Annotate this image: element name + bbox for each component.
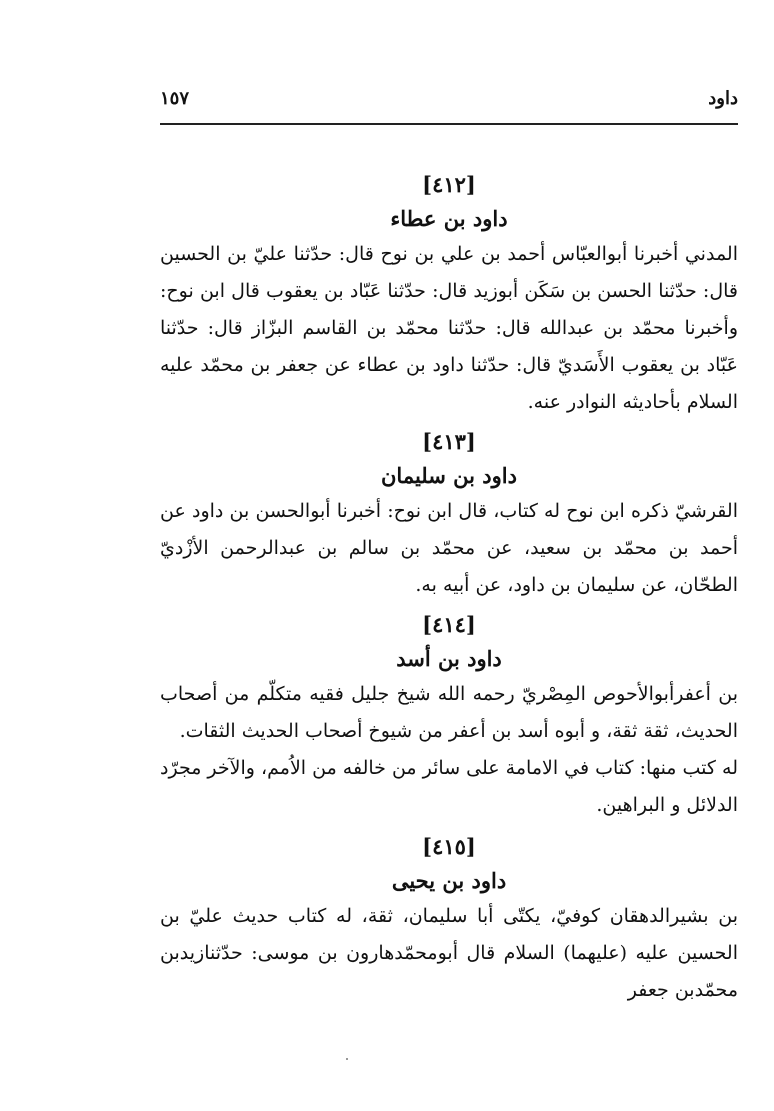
page-content <box>160 168 738 1009</box>
entry-paragraph: المدني أخبرنا أبوالعبّاس أحمد بن علي بن نوح قال: حدّثنا عليّ بن الحسين قال: حدّثنا الحسن بن سَكَن أبوزيد قال: حدّثنا عَبّاد بن يعقوب قال ابن نوح: وأخبرنا محمّد بن عبدالله قال: حدّثنا محمّد بن القاسم البزّاز قال: حدّثنا عَبّاد بن يعقوب الأَسَديّ قال: حدّثنا داود بن عطاء عن جعفر بن محمّد عليه السلام بأحاديثه النوادر عنه. <box>160 243 738 413</box>
scan-speck <box>346 1058 348 1060</box>
entry-415 <box>160 830 738 1009</box>
entry-number: [٤١٥] <box>422 834 476 859</box>
running-title: داود <box>708 88 738 109</box>
entry-name: داود بن أسد <box>396 646 502 671</box>
entry-name: داود بن عطاء <box>390 206 508 231</box>
entry-412 <box>160 168 738 421</box>
entry-paragraph: القرشيّ ذكره ابن نوح له كتاب، قال ابن نوح: أخبرنا أبوالحسن بن داود عن أحمد بن محمّد بن سعيد، عن محمّد بن سالم بن عبدالرحمن الأزْديّ الطحّان، عن سليمان بن داود، عن أبيه به. <box>160 500 738 596</box>
entry-413 <box>160 425 738 604</box>
entry-paragraph: له كتب منها: كتاب في الامامة على سائر من خالفه من الاُمم، والآخر مجرّد الدلائل و البراهين. <box>160 757 738 816</box>
page-number: ١٥٧ <box>160 88 190 109</box>
header-rule <box>160 123 738 125</box>
entry-name: داود بن سليمان <box>381 463 517 488</box>
page-header <box>160 82 738 122</box>
entry-number: [٤١٣] <box>422 429 476 454</box>
entry-number: [٤١٢] <box>422 172 476 197</box>
entry-number: [٤١٤] <box>422 612 476 637</box>
entry-name: داود بن يحيى <box>391 868 507 893</box>
entry-paragraph: بن أعفرأبوالأحوص المِصْريّ رحمه الله شيخ جليل فقيه متكلّم من أصحاب الحديث، ثقة ثقة، و أبوه أسد بن أعفر من شيوخ أصحاب الحديث الثقات. <box>160 683 738 742</box>
entry-paragraph: بن بشيرالدهقان كوفيّ، يكتّى أبا سليمان، ثقة، له كتاب حديث عليّ بن الحسين عليه (عليهما) السلام قال أبومحمّدهارون بن موسى: حدّثنازيدبن محمّدبن جعفر <box>160 905 738 1001</box>
entry-414 <box>160 608 738 824</box>
